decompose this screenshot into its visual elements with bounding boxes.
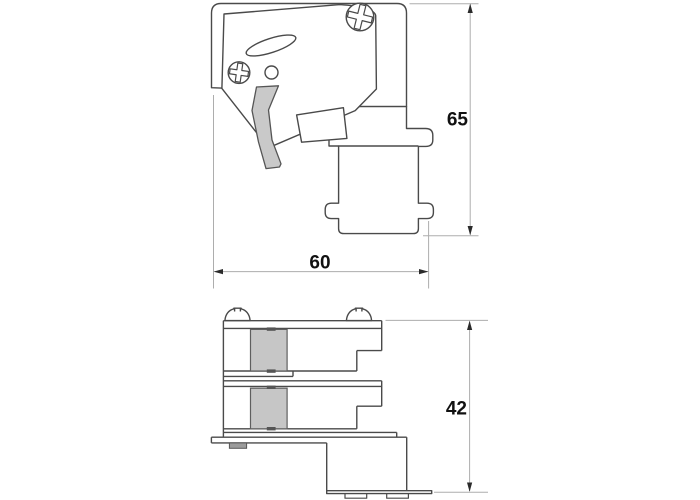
arrowhead-up-icon	[467, 321, 472, 330]
bracket-base-plate	[327, 491, 432, 494]
terminal-bottom	[267, 369, 276, 372]
terminal-top	[267, 327, 276, 330]
dome-screw-head	[346, 308, 371, 320]
arrowhead-down-icon	[467, 483, 472, 492]
foot-left	[345, 494, 367, 499]
dome-screw-head	[225, 308, 250, 320]
dimension-label-60: 60	[309, 252, 331, 274]
mounting-bracket	[211, 437, 431, 498]
dome-screw-left	[225, 308, 250, 320]
terminal-bottom	[267, 427, 276, 430]
top-view	[212, 2, 434, 234]
arrowhead-down-icon	[468, 226, 473, 235]
switch-block-1	[251, 329, 288, 371]
pin-hole	[265, 66, 278, 79]
switch-module-2	[223, 381, 396, 437]
phillips-screw-left	[228, 62, 250, 84]
switch-module-1	[223, 321, 381, 377]
dimension-65	[410, 4, 479, 236]
arrowhead-right-icon	[419, 269, 429, 274]
dome-screw-right	[346, 308, 371, 320]
switch-block-2	[251, 388, 288, 429]
arrowhead-left-icon	[214, 269, 223, 274]
dimension-42	[386, 320, 489, 492]
foot-right	[387, 494, 409, 499]
dimension-label-65: 65	[446, 109, 468, 131]
side-view	[211, 308, 431, 498]
dimension-label-42: 42	[445, 398, 467, 420]
terminal-top	[267, 386, 276, 389]
arrowhead-up-icon	[468, 4, 473, 13]
fastener-block	[229, 443, 246, 448]
